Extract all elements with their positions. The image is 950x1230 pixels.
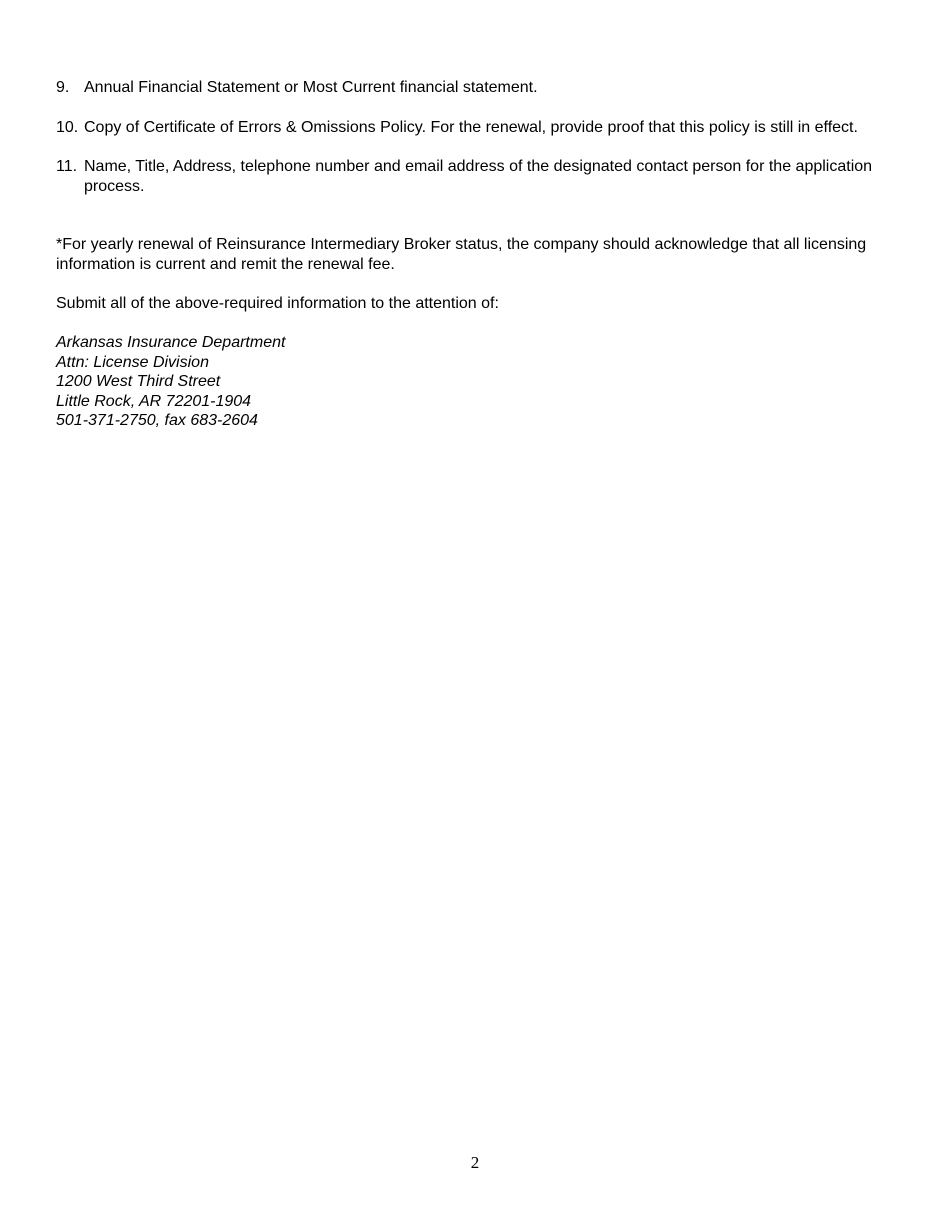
list-item (56, 78, 876, 98)
item-text: Copy of Certificate of Errors & Omissions Policy. For the renewal, provide proof that this policy is still in effect. (84, 118, 858, 136)
renewal-note: *For yearly renewal of Reinsurance Intermediary Broker status, the company should acknowledge that all licensing information is current and remit the renewal fee. (56, 236, 867, 273)
address-street: 1200 West Third Street (56, 373, 221, 391)
list-item (56, 118, 876, 138)
submit-instruction: Submit all of the above-required information to the attention of: (56, 295, 499, 312)
address-city-state-zip: Little Rock, AR 72201-1904 (56, 392, 252, 410)
address-organization: Arkansas Insurance Department (56, 334, 286, 351)
item-text: Name, Title, Address, telephone number and email address of the designated contact person for the application process. (84, 158, 873, 195)
item-text: Annual Financial Statement or Most Current financial statement. (84, 79, 538, 96)
list-item (56, 157, 876, 196)
address-attention: Attn: License Division (56, 353, 209, 371)
item-number: 9. (56, 79, 70, 96)
page-number: 2 (470, 1153, 480, 1172)
requirements-list (56, 78, 876, 216)
item-number: 10. (56, 118, 79, 136)
item-number: 11. (56, 158, 78, 175)
address-phone-fax: 501-371-2750, fax 683-2604 (56, 412, 258, 430)
mailing-address (56, 333, 285, 431)
